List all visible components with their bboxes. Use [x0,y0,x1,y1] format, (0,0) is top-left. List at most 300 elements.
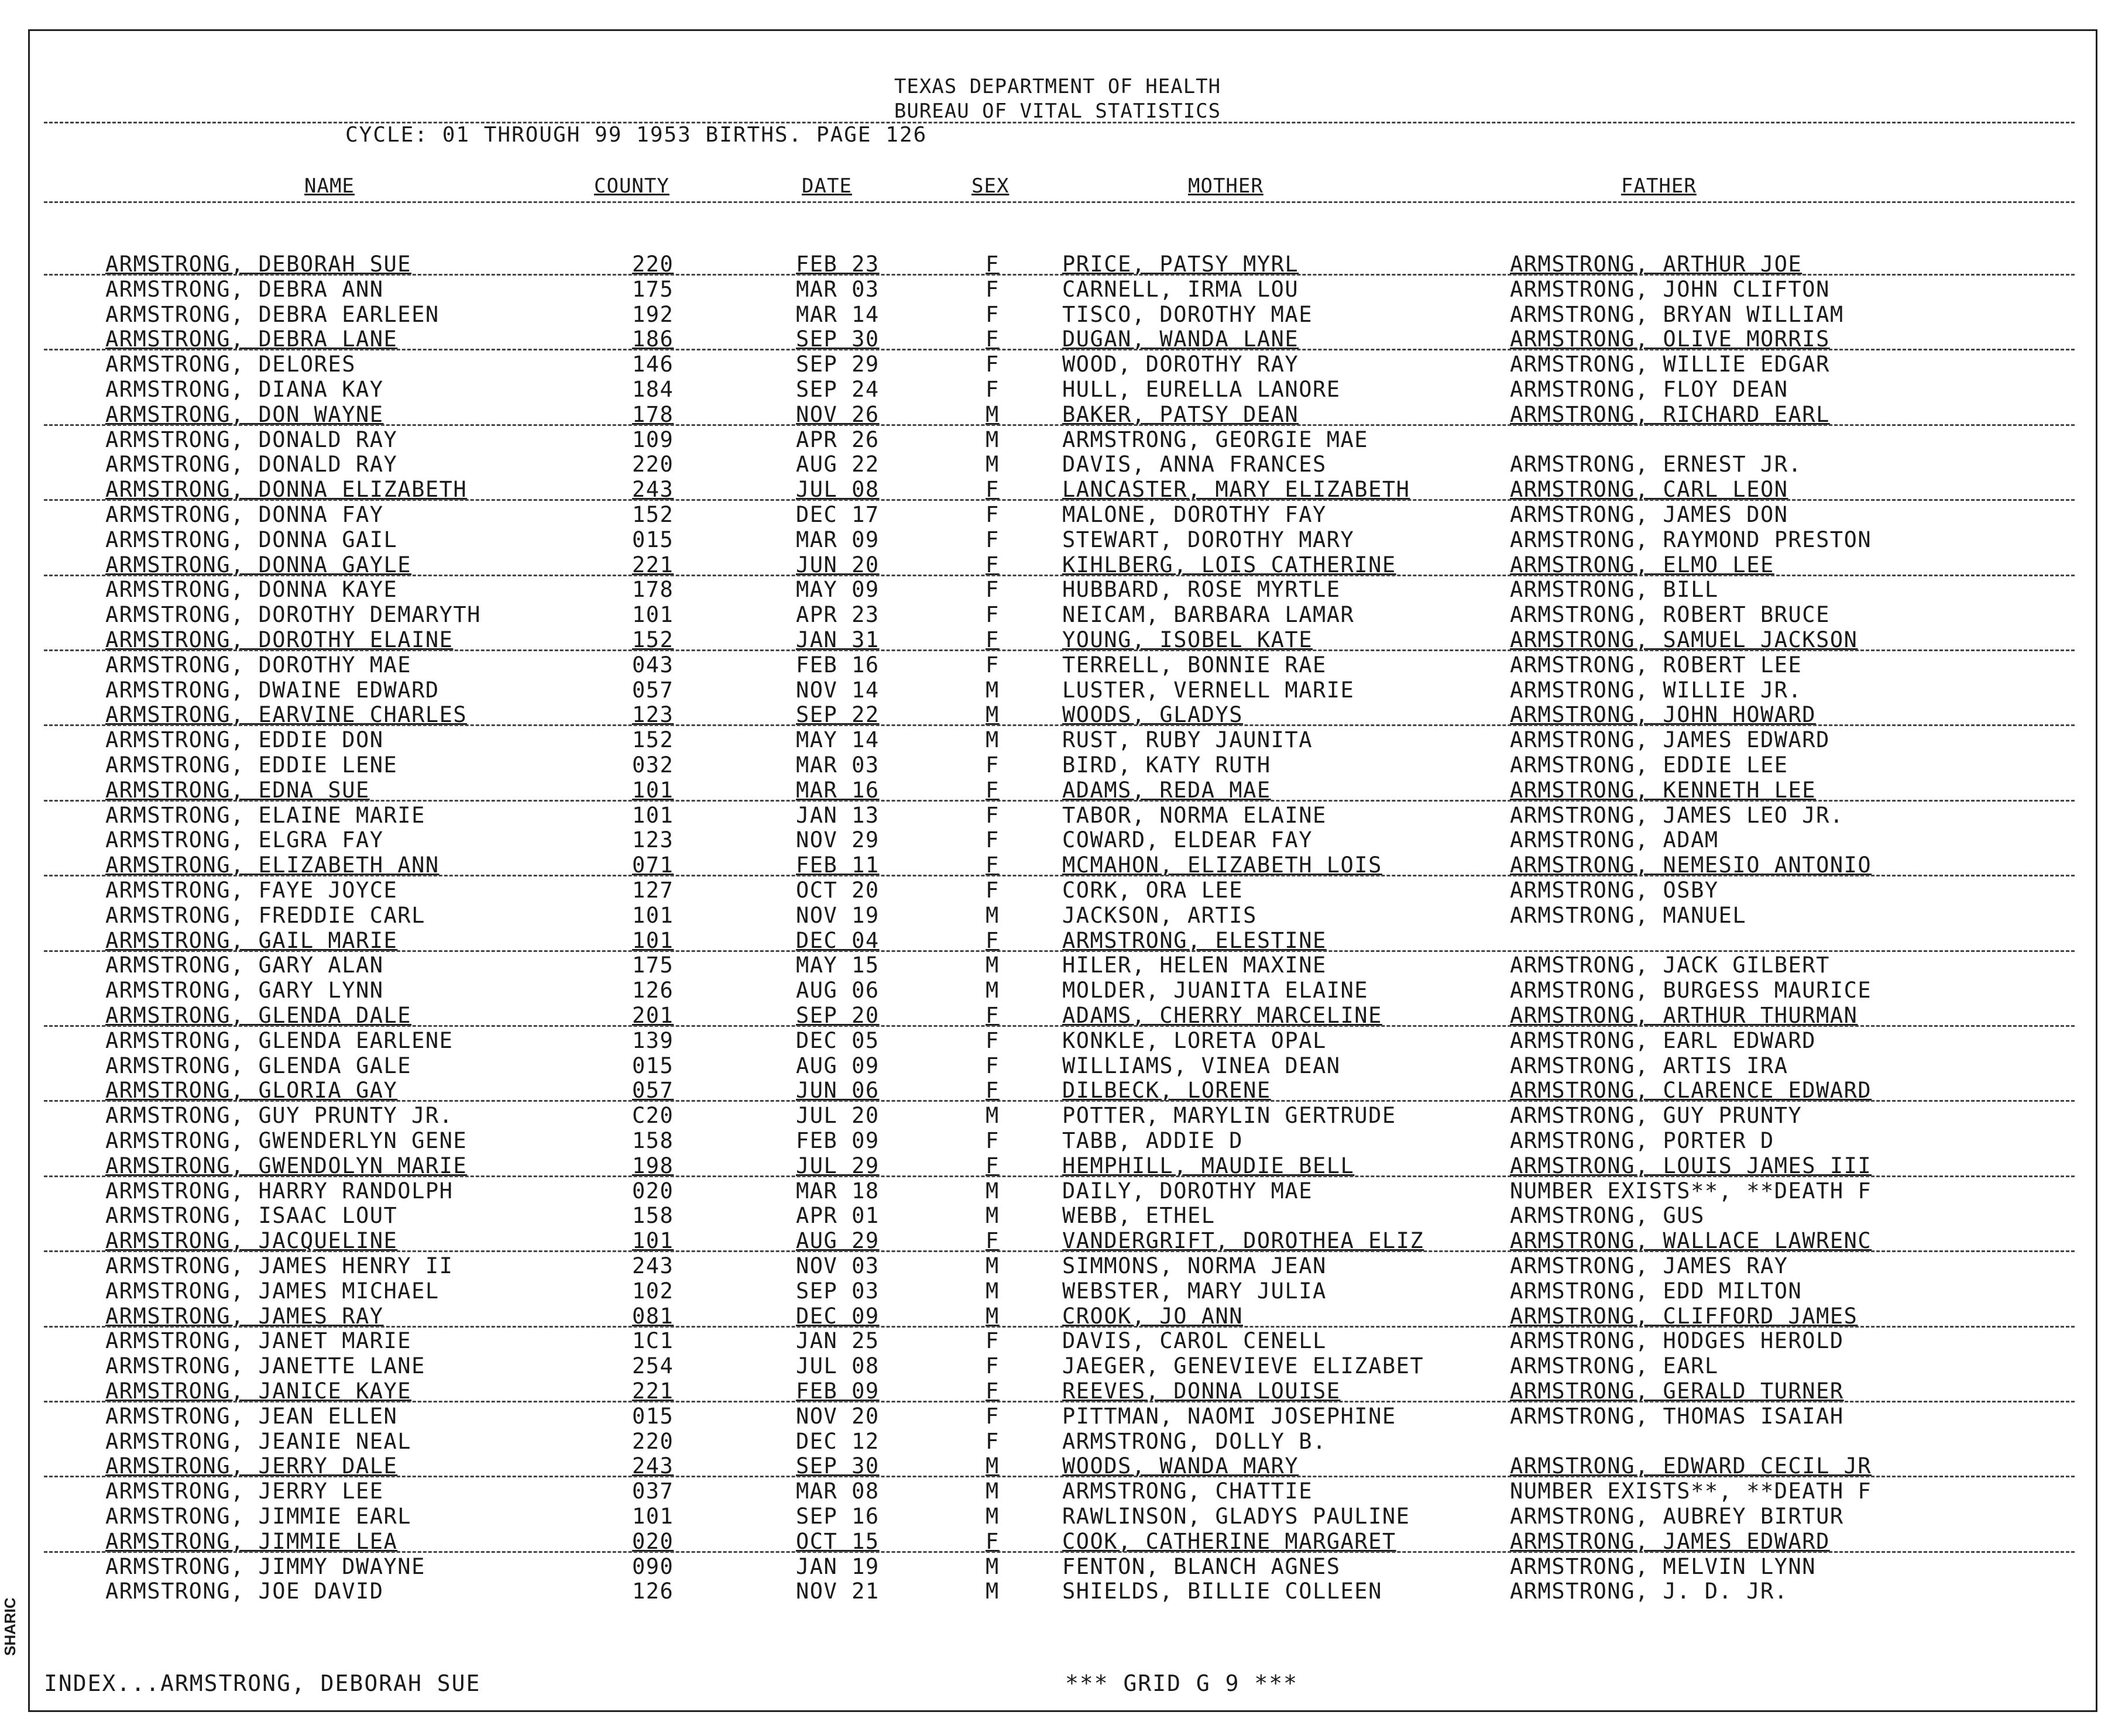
cell-sex: F [986,1228,1000,1254]
cell-mother: WILLIAMS, VINEA DEAN [1062,1053,1341,1078]
row-divider [44,1401,2075,1402]
cell-name: ARMSTRONG, DONALD RAY [105,452,398,477]
column-header-divider [44,201,2075,203]
column-header-name: NAME [304,174,355,198]
cell-mother: CROOK, JO ANN [1062,1303,1244,1329]
cell-name: ARMSTRONG, ELIZABETH ANN [105,852,440,878]
cell-county: 1C1 [632,1328,674,1354]
table-row [0,752,2115,777]
cell-father: ARMSTRONG, PORTER D [1510,1128,1774,1153]
cell-county: 101 [632,1504,674,1529]
cell-county: 175 [632,276,674,302]
table-row [0,352,2115,376]
index-footer: INDEX...ARMSTRONG, DEBORAH SUE [44,1670,481,1696]
cell-name: ARMSTRONG, DONNA GAYLE [105,552,412,577]
table-row [0,1103,2115,1127]
cell-father: ARMSTRONG, JAMES LEO JR. [1510,802,1844,828]
table-row [0,1128,2115,1153]
cell-mother: LUSTER, VERNELL MARIE [1062,677,1355,703]
cell-father: ARMSTRONG, EARL EDWARD [1510,1027,1817,1053]
cell-date: SEP 30 [796,326,880,352]
cell-mother: DAILY, DOROTHY MAE [1062,1178,1313,1204]
table-row [0,1003,2115,1027]
table-row [0,1078,2115,1102]
cell-name: ARMSTRONG, FREDDIE CARL [105,902,425,928]
cell-date: NOV 03 [796,1253,880,1278]
cell-date: APR 23 [796,602,880,628]
cell-father: ARMSTRONG, ARTHUR THURMAN [1510,1003,1858,1028]
cell-date: SEP 22 [796,702,880,728]
row-divider [44,274,2075,276]
table-row [0,1479,2115,1503]
cell-date: FEB 11 [796,852,880,878]
cell-sex: M [986,1203,1000,1229]
table-row [0,277,2115,301]
cell-mother: LANCASTER, MARY ELIZABETH [1062,477,1410,503]
cell-father: ARMSTRONG, GUS [1510,1203,1705,1229]
side-label: SHARIC [1,1597,19,1656]
cell-sex: M [986,1303,1000,1329]
cell-name: ARMSTRONG, DONNA FAY [105,502,384,527]
table-row [0,1253,2115,1278]
header-divider [44,122,2075,123]
cell-date: JUL 08 [796,1353,880,1379]
cell-mother: ARMSTRONG, GEORGIE MAE [1062,427,1369,452]
cell-sex: M [986,1579,1000,1604]
cell-county: 152 [632,727,674,753]
cell-county: 198 [632,1153,674,1178]
cell-date: SEP 20 [796,1003,880,1028]
cell-name: ARMSTRONG, GLENDA EARLENE [105,1027,454,1053]
cell-mother: WEBSTER, MARY JULIA [1062,1278,1327,1304]
table-row [0,953,2115,977]
cell-father: ARMSTRONG, BILL [1510,577,1719,603]
cell-name: ARMSTRONG, DIANA KAY [105,377,384,402]
cell-mother: RUST, RUBY JAUNITA [1062,727,1313,753]
table-row [0,1203,2115,1228]
cell-county: 220 [632,1428,674,1454]
cell-sex: F [986,502,1000,527]
cell-father: ARMSTRONG, ELMO LEE [1510,552,1774,577]
cell-mother: TISCO, DOROTHY MAE [1062,301,1313,327]
cell-date: NOV 29 [796,827,880,853]
table-row [0,702,2115,727]
cell-name: ARMSTRONG, JEANIE NEAL [105,1428,412,1454]
cell-county: 101 [632,927,674,953]
cell-father: ARMSTRONG, OSBY [1510,878,1719,903]
cell-date: NOV 20 [796,1403,880,1429]
cell-sex: F [986,577,1000,603]
cell-sex: M [986,401,1000,427]
cell-mother: TERRELL, BONNIE RAE [1062,652,1327,678]
cell-father: ARMSTRONG, GERALD TURNER [1510,1379,1844,1404]
cell-date: DEC 05 [796,1027,880,1053]
column-header-sex: SEX [971,174,1010,198]
row-divider [44,950,2075,952]
cell-date: SEP 16 [796,1504,880,1529]
cell-mother: RAWLINSON, GLADYS PAULINE [1062,1504,1410,1529]
table-row [0,827,2115,852]
cell-name: ARMSTRONG, EDDIE DON [105,727,384,753]
cell-father: ARMSTRONG, HODGES HEROLD [1510,1328,1844,1354]
table-row [0,727,2115,752]
cell-mother: SIMMONS, NORMA JEAN [1062,1253,1327,1278]
cell-date: NOV 19 [796,902,880,928]
table-row [0,1579,2115,1603]
cell-sex: F [986,377,1000,402]
cell-date: OCT 15 [796,1528,880,1554]
cell-name: ARMSTRONG, JOE DAVID [105,1579,384,1604]
cell-county: 032 [632,752,674,778]
cell-mother: SHIELDS, BILLIE COLLEEN [1062,1579,1382,1604]
cell-county: 146 [632,352,674,377]
table-row [0,1053,2115,1078]
cell-name: ARMSTRONG, DEBORAH SUE [105,252,412,277]
cell-date: JUL 20 [796,1103,880,1129]
cell-sex: F [986,1128,1000,1153]
cell-date: MAY 15 [796,953,880,978]
row-divider [44,1326,2075,1328]
cell-date: JUN 20 [796,552,880,577]
cell-county: 071 [632,852,674,878]
table-row [0,552,2115,577]
cell-father: ARMSTRONG, BURGESS MAURICE [1510,978,1872,1003]
cell-father: ARMSTRONG, ERNEST JR. [1510,452,1802,477]
cell-date: MAR 03 [796,752,880,778]
cell-county: 037 [632,1479,674,1504]
cell-name: ARMSTRONG, JIMMY DWAYNE [105,1553,425,1579]
cell-father: ARMSTRONG, JAMES RAY [1510,1253,1788,1278]
cell-county: 015 [632,527,674,552]
cell-county: 220 [632,452,674,477]
cell-father: ARMSTRONG, JAMES EDWARD [1510,727,1830,753]
cell-county: 123 [632,702,674,728]
cell-mother: DUGAN, WANDA LANE [1062,326,1299,352]
cell-father: ARMSTRONG, LOUIS JAMES III [1510,1153,1872,1178]
cell-date: MAY 09 [796,577,880,603]
table-row [0,778,2115,802]
cell-name: ARMSTRONG, GWENDOLYN MARIE [105,1153,468,1178]
row-divider [44,724,2075,726]
table-row [0,302,2115,326]
cell-county: 102 [632,1278,674,1304]
cell-county: C20 [632,1103,674,1129]
cell-father: ARMSTRONG, CARL LEON [1510,477,1788,503]
cell-sex: F [986,1353,1000,1379]
table-row [0,477,2115,501]
cell-name: ARMSTRONG, JACQUELINE [105,1228,398,1254]
table-row [0,452,2115,476]
cell-mother: WOOD, DOROTHY RAY [1062,352,1299,377]
row-divider [44,575,2075,576]
cell-county: 175 [632,953,674,978]
cell-date: SEP 29 [796,352,880,377]
table-row [0,602,2115,627]
cell-sex: F [986,1078,1000,1104]
table-row [0,903,2115,927]
cell-father: ARMSTRONG, EARL [1510,1353,1719,1379]
table-row [0,978,2115,1002]
cell-county: 243 [632,1253,674,1278]
table-row [0,928,2115,953]
cell-county: 152 [632,627,674,652]
cell-father: ARMSTRONG, MANUEL [1510,902,1747,928]
cell-county: 220 [632,252,674,277]
cell-sex: M [986,677,1000,703]
cell-sex: F [986,1053,1000,1078]
cell-father: ARMSTRONG, EDWARD CECIL JR [1510,1453,1872,1479]
cell-mother: MCMAHON, ELIZABETH LOIS [1062,852,1382,878]
cell-name: ARMSTRONG, DONNA KAYE [105,577,398,603]
table-row [0,527,2115,552]
cell-mother: JACKSON, ARTIS [1062,902,1257,928]
cell-name: ARMSTRONG, DWAINE EDWARD [105,677,440,703]
cell-county: 057 [632,677,674,703]
cell-sex: F [986,1153,1000,1178]
cell-mother: POTTER, MARYLIN GERTRUDE [1062,1103,1396,1129]
cell-name: ARMSTRONG, DEBRA ANN [105,276,384,302]
table-row [0,878,2115,902]
table-row [0,1028,2115,1053]
cell-name: ARMSTRONG, JANICE KAYE [105,1379,412,1404]
cell-sex: M [986,727,1000,753]
cell-date: AUG 22 [796,452,880,477]
cell-father: ARMSTRONG, JAMES DON [1510,502,1788,527]
cell-county: 201 [632,1003,674,1028]
cell-mother: KONKLE, LORETA OPAL [1062,1027,1327,1053]
table-row [0,1504,2115,1528]
row-divider [44,649,2075,651]
cell-date: FEB 09 [796,1379,880,1404]
cell-father: ARMSTRONG, OLIVE MORRIS [1510,326,1830,352]
cell-sex: F [986,827,1000,853]
cell-sex: M [986,1278,1000,1304]
cell-mother: BIRD, KATY RUTH [1062,752,1271,778]
cell-father: ARMSTRONG, WALLACE LAWRENC [1510,1228,1872,1254]
cell-county: 126 [632,1579,674,1604]
table-row [0,1353,2115,1378]
cell-name: ARMSTRONG, GLORIA GAY [105,1078,398,1104]
cell-name: ARMSTRONG, FAYE JOYCE [105,878,398,903]
cell-father: ARMSTRONG, ARTIS IRA [1510,1053,1788,1078]
cell-name: ARMSTRONG, GWENDERLYN GENE [105,1128,468,1153]
cell-name: ARMSTRONG, DOROTHY MAE [105,652,412,678]
cell-father: NUMBER EXISTS**, **DEATH F [1510,1178,1872,1204]
cell-name: ARMSTRONG, JIMMIE EARL [105,1504,412,1529]
cell-father: ARMSTRONG, FLOY DEAN [1510,377,1788,402]
cell-name: ARMSTRONG, DONNA GAIL [105,527,398,552]
cell-sex: M [986,902,1000,928]
cell-father: ARMSTRONG, CLARENCE EDWARD [1510,1078,1872,1104]
row-divider [44,349,2075,350]
cell-county: 221 [632,1379,674,1404]
cell-date: SEP 03 [796,1278,880,1304]
cell-sex: F [986,276,1000,302]
cell-mother: PITTMAN, NAOMI JOSEPHINE [1062,1403,1396,1429]
table-row [0,652,2115,677]
cell-name: ARMSTRONG, DONALD RAY [105,427,398,452]
cell-mother: ARMSTRONG, ELESTINE [1062,927,1327,953]
table-row [0,427,2115,452]
cell-name: ARMSTRONG, GAIL MARIE [105,927,398,953]
table-row [0,577,2115,601]
cell-date: DEC 17 [796,502,880,527]
cycle-line: CYCLE: 01 THROUGH 99 1953 BIRTHS. PAGE 126 [345,123,928,147]
cell-mother: KIHLBERG, LOIS CATHERINE [1062,552,1396,577]
cell-sex: M [986,1504,1000,1529]
cell-sex: M [986,1103,1000,1129]
cell-sex: M [986,702,1000,728]
cell-father: ARMSTRONG, ROBERT BRUCE [1510,602,1830,628]
cell-mother: JAEGER, GENEVIEVE ELIZABET [1062,1353,1424,1379]
cell-sex: F [986,927,1000,953]
column-header-father: FATHER [1621,174,1697,198]
table-row [0,377,2115,401]
cell-sex: F [986,1027,1000,1053]
cell-name: ARMSTRONG, DEBRA LANE [105,326,398,352]
cell-sex: F [986,301,1000,327]
cell-name: ARMSTRONG, JANET MARIE [105,1328,412,1354]
cell-date: MAR 09 [796,527,880,552]
row-divider [44,1025,2075,1027]
cell-county: 178 [632,577,674,603]
cell-sex: M [986,1253,1000,1278]
cell-county: 139 [632,1027,674,1053]
cell-name: ARMSTRONG, EARVINE CHARLES [105,702,468,728]
cell-name: ARMSTRONG, JERRY DALE [105,1453,398,1479]
cell-mother: WEBB, ETHEL [1062,1203,1216,1229]
cell-father: ARMSTRONG, MELVIN LYNN [1510,1553,1817,1579]
cell-father: ARMSTRONG, JAMES EDWARD [1510,1528,1830,1554]
cell-name: ARMSTRONG, DEBRA EARLEEN [105,301,440,327]
cell-sex: F [986,1428,1000,1454]
cell-mother: REEVES, DONNA LOUISE [1062,1379,1341,1404]
cell-mother: HEMPHILL, MAUDIE BELL [1062,1153,1355,1178]
table-row [0,252,2115,276]
cell-mother: HILER, HELEN MAXINE [1062,953,1327,978]
cell-mother: ARMSTRONG, CHATTIE [1062,1479,1313,1504]
cell-date: MAR 18 [796,1178,880,1204]
cell-county: 081 [632,1303,674,1329]
cell-mother: MOLDER, JUANITA ELAINE [1062,978,1369,1003]
cell-mother: PRICE, PATSY MYRL [1062,252,1299,277]
cell-sex: F [986,802,1000,828]
cell-county: 101 [632,602,674,628]
cell-date: OCT 20 [796,878,880,903]
cell-date: JUL 29 [796,1153,880,1178]
cell-father: ARMSTRONG, GUY PRUNTY [1510,1103,1802,1129]
cell-sex: M [986,978,1000,1003]
table-row [0,1529,2115,1553]
cell-sex: F [986,777,1000,803]
cell-mother: COOK, CATHERINE MARGARET [1062,1528,1396,1554]
grid-footer: *** GRID G 9 *** [1065,1670,1299,1696]
cell-county: 101 [632,777,674,803]
cell-father: NUMBER EXISTS**, **DEATH F [1510,1479,1872,1504]
cell-county: 043 [632,652,674,678]
cell-name: ARMSTRONG, ISAAC LOUT [105,1203,398,1229]
cell-county: 101 [632,902,674,928]
cell-sex: F [986,652,1000,678]
table-row [0,627,2115,652]
cell-county: 020 [632,1528,674,1554]
cell-date: JUL 08 [796,477,880,503]
cell-date: SEP 24 [796,377,880,402]
cell-father: ARMSTRONG, NEMESIO ANTONIO [1510,852,1872,878]
cell-county: 184 [632,377,674,402]
cell-name: ARMSTRONG, GARY ALAN [105,953,384,978]
cell-sex: M [986,1178,1000,1204]
cell-name: ARMSTRONG, DONNA ELIZABETH [105,477,468,503]
cell-date: FEB 09 [796,1128,880,1153]
cell-father: ARMSTRONG, AUBREY BIRTUR [1510,1504,1844,1529]
cell-father: ARMSTRONG, CLIFFORD JAMES [1510,1303,1858,1329]
cell-date: JAN 13 [796,802,880,828]
cell-date: SEP 30 [796,1453,880,1479]
cell-father: ARMSTRONG, WILLIE JR. [1510,677,1802,703]
row-divider [44,800,2075,802]
column-header-date: DATE [802,174,852,198]
row-divider [44,1476,2075,1477]
cell-name: ARMSTRONG, GLENDA GALE [105,1053,412,1078]
table-row [0,1404,2115,1428]
cell-sex: M [986,953,1000,978]
cell-mother: VANDERGRIFT, DOROTHEA ELIZ [1062,1228,1424,1254]
cell-county: 178 [632,401,674,427]
cell-father: ARMSTRONG, RICHARD EARL [1510,401,1830,427]
cell-date: JAN 31 [796,627,880,652]
cell-name: ARMSTRONG, JANETTE LANE [105,1353,425,1379]
cell-date: JAN 19 [796,1553,880,1579]
table-row [0,1429,2115,1453]
cell-mother: HUBBARD, ROSE MYRTLE [1062,577,1341,603]
cell-father: ARMSTRONG, ROBERT LEE [1510,652,1802,678]
table-row [0,1554,2115,1579]
cell-mother: CARNELL, IRMA LOU [1062,276,1299,302]
cell-name: ARMSTRONG, GLENDA DALE [105,1003,412,1028]
cell-county: 126 [632,978,674,1003]
table-row [0,502,2115,527]
table-row [0,678,2115,702]
cell-sex: F [986,752,1000,778]
cell-name: ARMSTRONG, JEAN ELLEN [105,1403,398,1429]
cell-sex: F [986,1528,1000,1554]
cell-county: 015 [632,1403,674,1429]
cell-county: 090 [632,1553,674,1579]
cell-date: DEC 09 [796,1303,880,1329]
cell-mother: ARMSTRONG, DOLLY B. [1062,1428,1327,1454]
cell-mother: ADAMS, REDA MAE [1062,777,1271,803]
cell-sex: F [986,627,1000,652]
cell-date: MAR 14 [796,301,880,327]
cell-date: NOV 14 [796,677,880,703]
cell-name: ARMSTRONG, JAMES RAY [105,1303,384,1329]
cell-father: ARMSTRONG, RAYMOND PRESTON [1510,527,1872,552]
row-divider [44,1175,2075,1177]
cell-mother: TABOR, NORMA ELAINE [1062,802,1327,828]
cell-county: 221 [632,552,674,577]
cell-name: ARMSTRONG, DOROTHY DEMARYTH [105,602,481,628]
cell-date: JAN 25 [796,1328,880,1354]
cell-mother: STEWART, DOROTHY MARY [1062,527,1355,552]
cell-date: AUG 29 [796,1228,880,1254]
cell-sex: F [986,1328,1000,1354]
cell-sex: F [986,252,1000,277]
cell-father: ARMSTRONG, BRYAN WILLIAM [1510,301,1844,327]
cell-date: AUG 09 [796,1053,880,1078]
table-row [0,1379,2115,1403]
cell-mother: NEICAM, BARBARA LAMAR [1062,602,1355,628]
